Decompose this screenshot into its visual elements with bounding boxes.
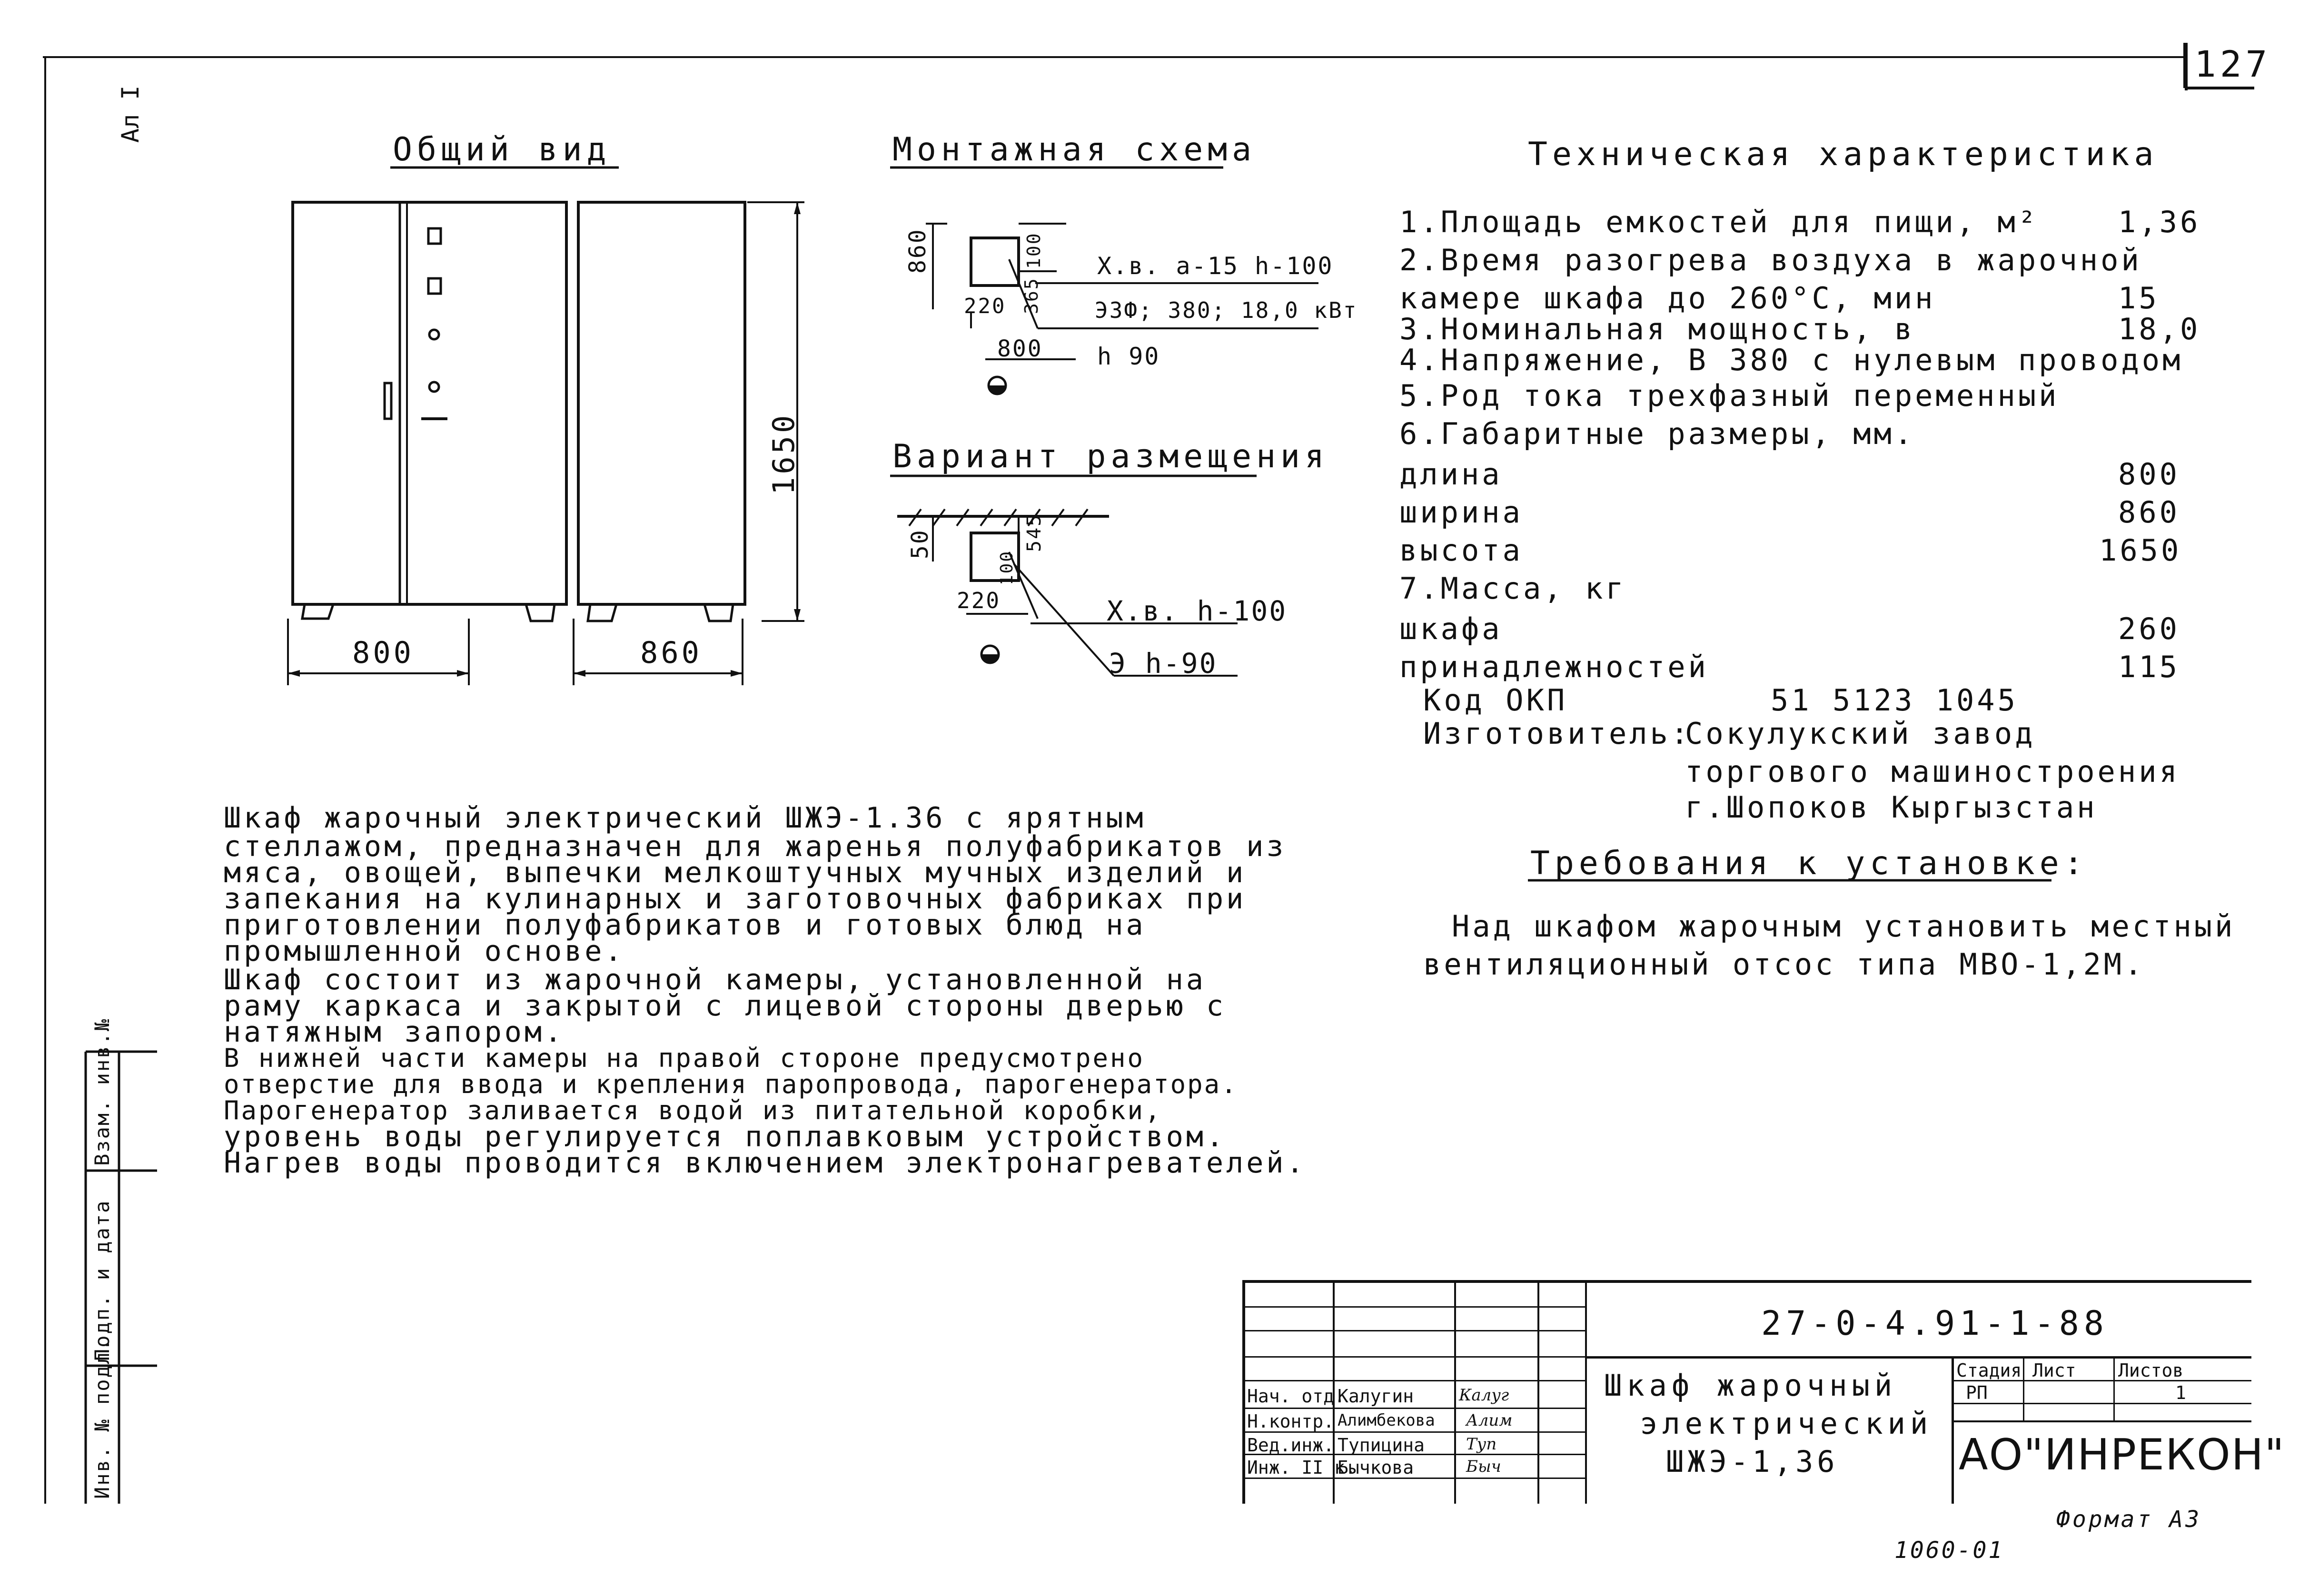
sheet-number: 127 xyxy=(2194,43,2271,85)
m-dim-365: 365 xyxy=(1021,277,1042,314)
manufacturer-line: Сокулукский завод xyxy=(1685,716,2036,751)
stage-header: Стадия xyxy=(1956,1360,2022,1381)
organization-name: АО"ИНРЕКОН" xyxy=(1959,1430,2285,1480)
manufacturer-line: торгового машиностроения xyxy=(1685,754,2180,789)
document-code: 27-0-4.91-1-88 xyxy=(1761,1304,2109,1343)
person-name: Тупицина xyxy=(1338,1435,1425,1456)
description-line: уровень воды регулируется поплавковым устройством. xyxy=(224,1120,1227,1153)
spec-value: 1650 xyxy=(2099,533,2182,568)
requirements-line: вентиляционный отсос типа МВО-1,2М. xyxy=(1423,947,2145,982)
stamp-title-line: ШЖЭ-1,36 xyxy=(1666,1444,1839,1479)
m-dim-220: 220 xyxy=(964,294,1006,318)
spec-value: 1,36 xyxy=(2118,205,2201,239)
placement-variant-heading: Вариант размещения xyxy=(892,438,1329,475)
stamp-title-line: электрический xyxy=(1640,1406,1933,1441)
cabinet-front-drawing xyxy=(288,202,566,685)
spec-label: 4.Напряжение, В 380 с нулевым проводом xyxy=(1399,343,2183,377)
side-label-inv: Инв. № подл. xyxy=(90,1337,114,1499)
spec-value: 860 xyxy=(2118,495,2180,530)
spec-label: 7.Масса, кг xyxy=(1399,571,1626,606)
spec-label: принадлежностей xyxy=(1399,650,1709,684)
stamp-title-line: Шкаф жарочный xyxy=(1604,1368,1897,1403)
tech-spec-heading: Техническая характеристика xyxy=(1528,136,2159,173)
spec-label: 6.Габаритные размеры, мм. xyxy=(1399,416,1915,451)
spec-value: 15 xyxy=(2118,281,2160,315)
okp-label: Код ОКП xyxy=(1423,683,1568,718)
spec-label: ширина xyxy=(1399,495,1523,530)
placement-electric-label: Э h-90 xyxy=(1109,647,1218,680)
spec-label: шкафа xyxy=(1399,611,1503,646)
side-label-sign: Подп. и дата xyxy=(90,1199,114,1361)
requirements-line: Над шкафом жарочным установить местный xyxy=(1452,909,2236,944)
signature: Быч xyxy=(1466,1457,1501,1476)
manufacturer-label: Изготовитель: xyxy=(1423,716,1692,751)
description-line: промышленной основе. xyxy=(224,935,625,968)
person-name: Алимбекова xyxy=(1338,1411,1435,1430)
mounting-electric-label: ЭЗФ; 380; 18,0 кВт xyxy=(1095,297,1358,323)
format-label: Формат А3 xyxy=(2056,1506,2202,1533)
spec-label: камере шкафа до 260°С, мин xyxy=(1399,281,1936,315)
manufacturer-line: г.Шопоков Кыргызстан xyxy=(1685,790,2098,825)
role-label: Инж. II к. xyxy=(1247,1457,1356,1478)
description-line: Шкаф жарочный электрический ШЖЭ-1.36 с ярятным xyxy=(224,801,1146,835)
spec-value: 260 xyxy=(2118,611,2180,646)
dim-height: 1650 xyxy=(766,412,801,495)
mounting-h-label: h 90 xyxy=(1097,343,1160,370)
description-line: мяса, овощей, выпечки мелкоштучных мучных изделий и xyxy=(224,856,1247,889)
p-dim-50: 50 xyxy=(907,529,933,559)
spec-value: 800 xyxy=(2118,457,2180,492)
m-dim-860: 860 xyxy=(904,228,931,274)
m-dim-800: 800 xyxy=(997,335,1043,362)
description-line: натяжным запором. xyxy=(224,1015,565,1049)
description-line: В нижней части камеры на правой стороне предусмотрено xyxy=(224,1043,1145,1073)
mounting-water-label: Х.в. а-15 h-100 xyxy=(1097,252,1334,280)
spec-label: 3.Номинальная мощность, в xyxy=(1399,312,1915,346)
requirements-heading: Требования к установке: xyxy=(1530,845,2088,882)
role-label: Нач. отд. xyxy=(1247,1386,1345,1407)
signature: Туп xyxy=(1466,1435,1497,1454)
spec-label: 2.Время разогрева воздуха в жарочной xyxy=(1399,243,2142,277)
side-label-replace: Взам. инв.№ xyxy=(90,1017,114,1166)
description-line: Нагрев воды проводится включением электронагревателей. xyxy=(224,1146,1307,1180)
signature: Алим xyxy=(1466,1411,1513,1430)
description-line: запекания на кулинарных и заготовочных фабриках при xyxy=(224,882,1247,916)
spec-label: длина xyxy=(1399,457,1503,492)
role-label: Н.контр. xyxy=(1247,1411,1335,1432)
p-dim-100: 100 xyxy=(997,550,1017,585)
dim-width-side: 860 xyxy=(640,635,702,670)
role-label: Вед.инж. xyxy=(1247,1435,1335,1456)
sheets-value: 1 xyxy=(2175,1382,2186,1403)
dim-width-front: 800 xyxy=(352,635,414,670)
signature: Калуг xyxy=(1459,1386,1509,1405)
description-line: отверстие для ввода и крепления паропровода, парогенератора. xyxy=(224,1069,1238,1099)
p-dim-545: 545 xyxy=(1023,513,1045,552)
sheets-header: Листов xyxy=(2118,1360,2184,1381)
description-line: стеллажом, предназначен для жаренья полуфабрикатов из xyxy=(224,830,1287,863)
p-dim-220: 220 xyxy=(957,588,1001,613)
spec-label: 1.Площадь емкостей для пищи, м² xyxy=(1399,205,2039,239)
general-view-heading: Общий вид xyxy=(393,131,611,168)
stage-value: РП xyxy=(1966,1382,1988,1403)
spec-label: 5.Род тока трехфазный переменный xyxy=(1399,378,2060,413)
description-line: Парогенератор заливается водой из питательной коробки, xyxy=(224,1095,1162,1125)
description-line: приготовлении полуфабрикатов и готовых блюд на xyxy=(224,908,1146,942)
spec-label: высота xyxy=(1399,533,1523,568)
bottom-note: 1060-01 xyxy=(1894,1537,2004,1564)
sheet-header: Лист xyxy=(2032,1360,2076,1381)
spec-value: 18,0 xyxy=(2118,312,2201,346)
okp-value: 51 5123 1045 xyxy=(1771,683,2018,718)
person-name: Бычкова xyxy=(1338,1457,1414,1478)
placement-water-label: Х.в. h-100 xyxy=(1107,595,1288,627)
m-dim-100: 100 xyxy=(1023,232,1044,269)
spec-value: 115 xyxy=(2118,650,2180,684)
corner-mark: Ал I xyxy=(117,85,144,143)
title-block xyxy=(1242,1280,2285,1504)
mounting-scheme-heading: Монтажная схема xyxy=(892,131,1257,168)
person-name: Калугин xyxy=(1338,1386,1414,1407)
description-line: раму каркаса и закрытой с лицевой стороны дверью с xyxy=(224,989,1227,1023)
description-line: Шкаф состоит из жарочной камеры, установленной на xyxy=(224,963,1207,996)
